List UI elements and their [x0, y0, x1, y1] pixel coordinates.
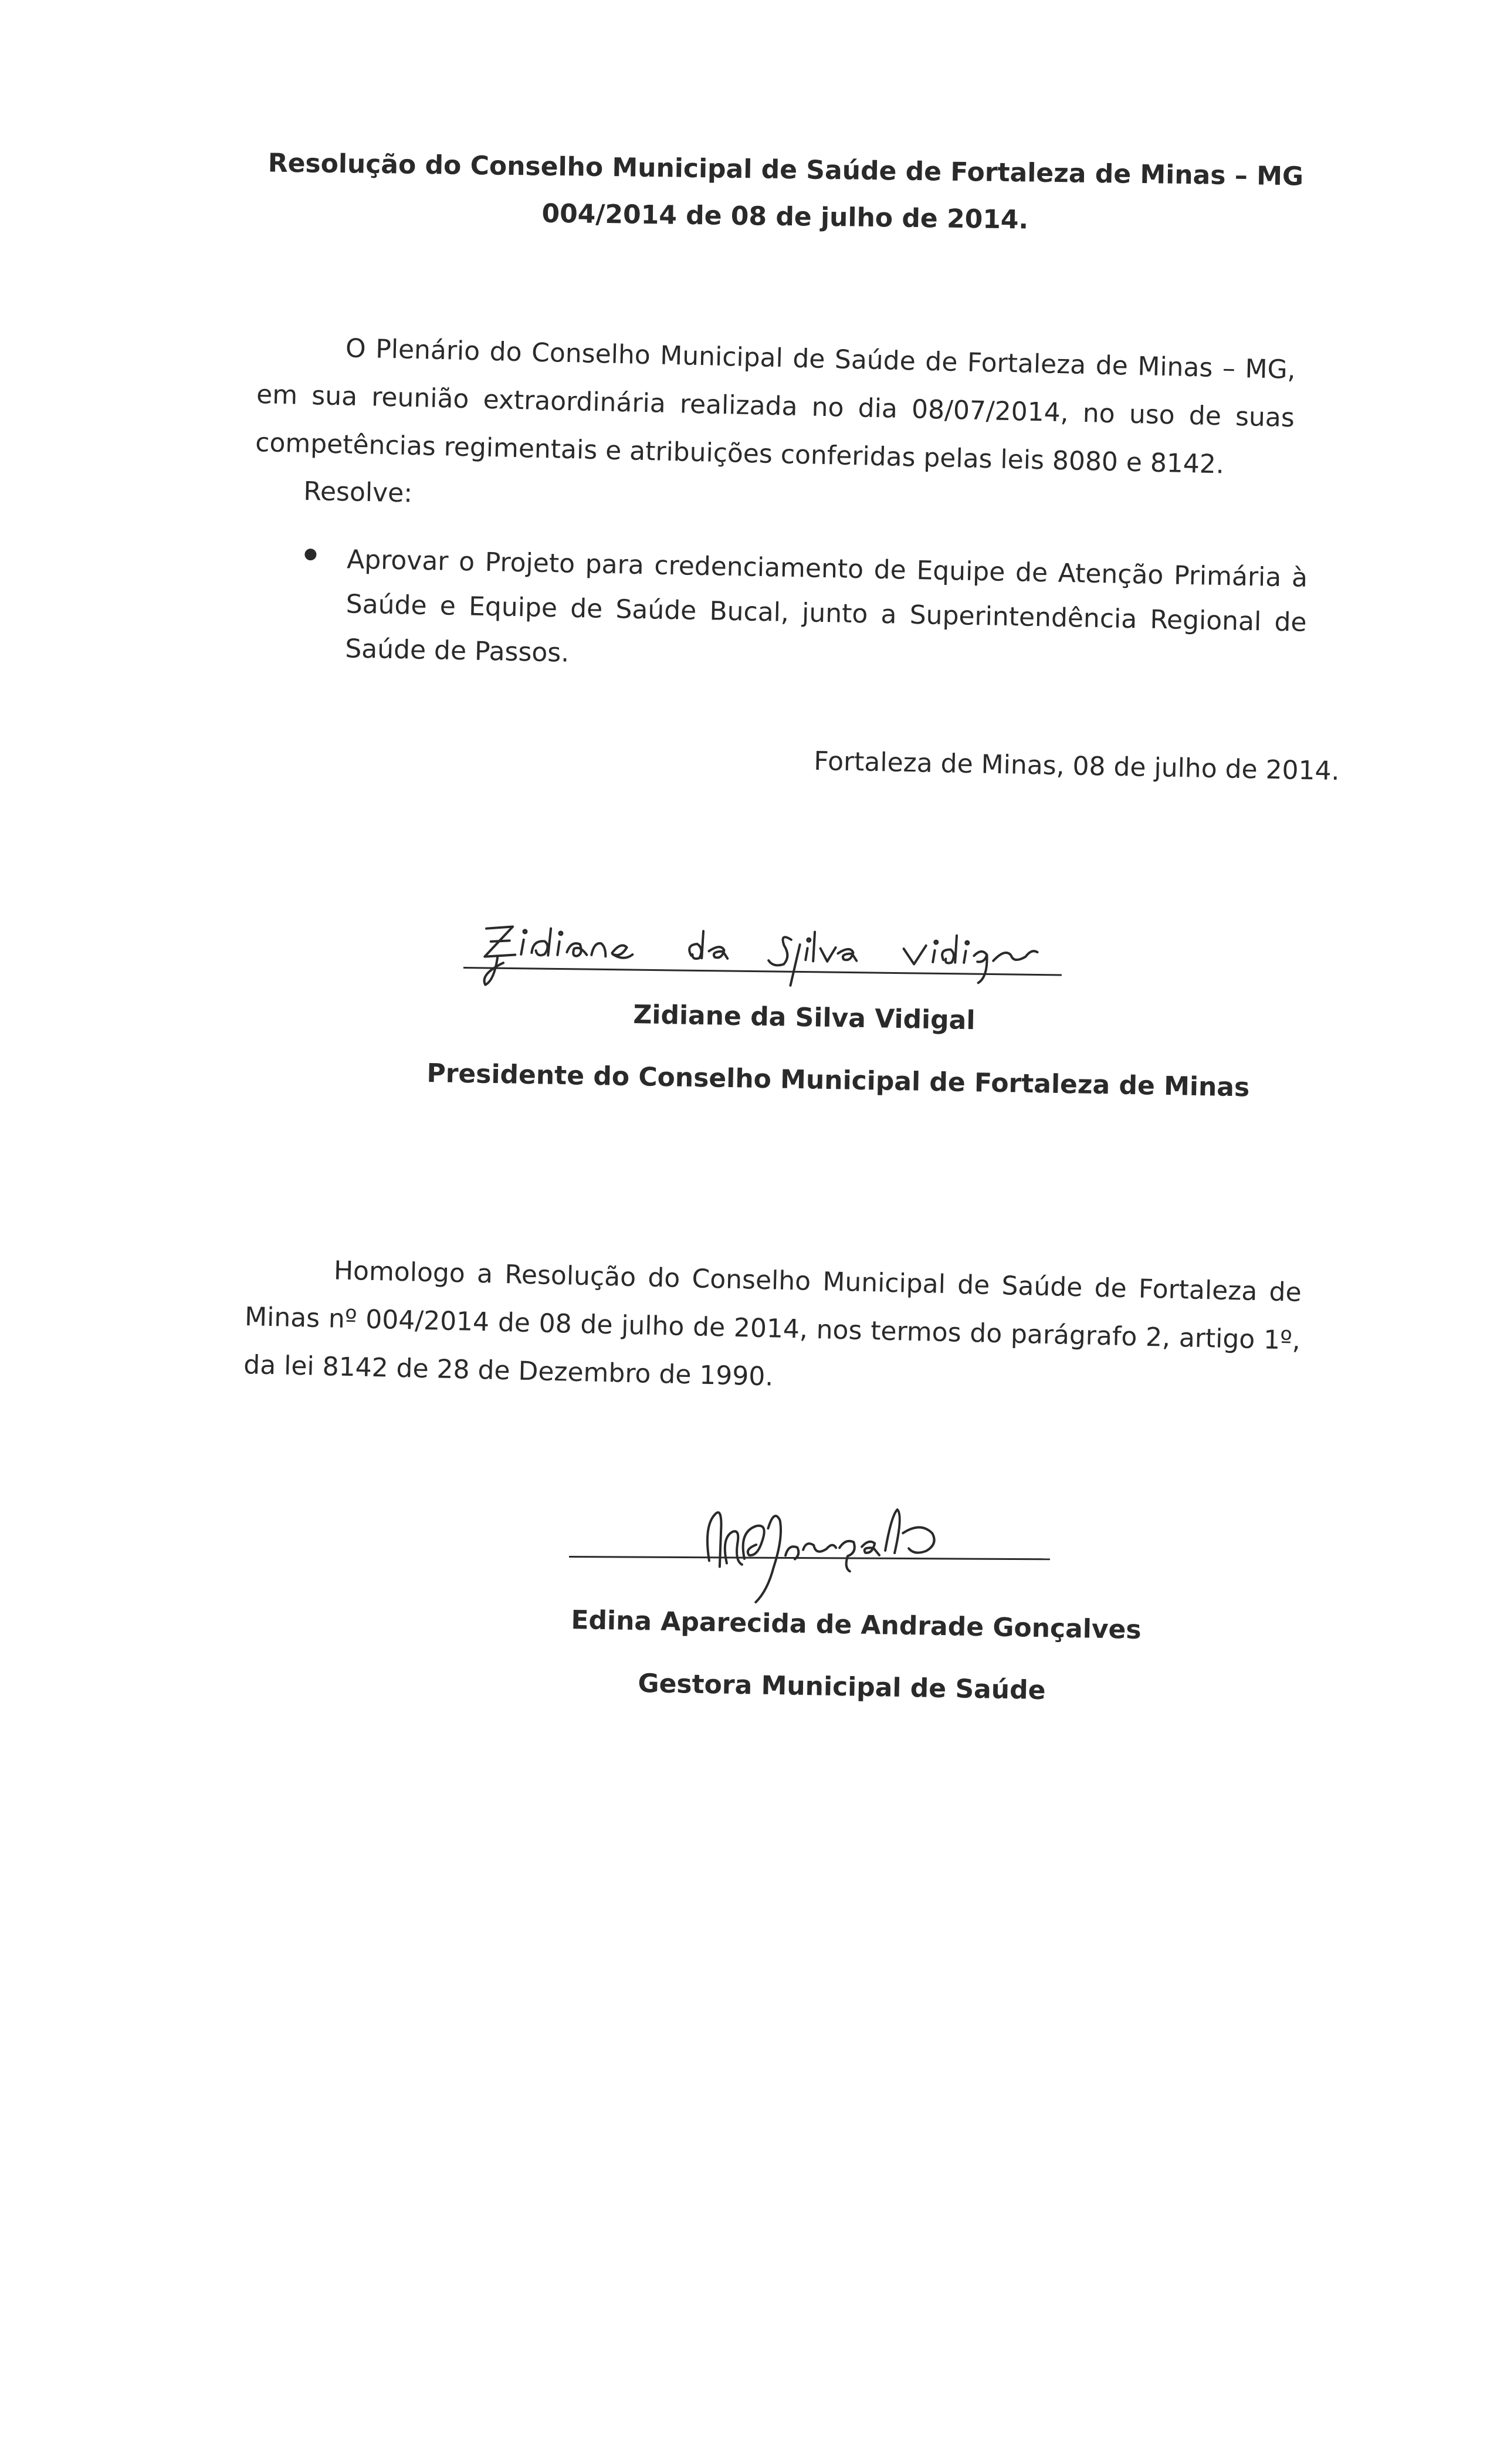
- bullet-icon: [304, 549, 316, 560]
- signatory-1-role: Presidente do Conselho Municipal de Fortaleza de Minas: [426, 1058, 1250, 1103]
- intro-paragraph: O Plenário do Conselho Municipal de Saúde de Fortaleza de Minas – MG, em sua reunião extraordinária realizada no dia 08/07/2014, no uso de suas competências regimentais e atribuições conferidas pelas leis 8080 e 8142.: [255, 333, 1296, 480]
- resolve-label: Resolve:: [303, 476, 413, 509]
- resolution-item: [303, 537, 1308, 690]
- signature-1: [462, 898, 1061, 996]
- document-title: Resolução do Conselho Municipal de Saúde de Fortaleza de Minas – MG 004/2014 de 08 de julho de 2014.: [267, 148, 1304, 235]
- place-date: Fortaleza de Minas, 08 de julho de 2014.: [813, 746, 1340, 787]
- signatory-2-name: Edina Aparecida de Andrade Gonçalves: [571, 1605, 1142, 1645]
- resolution-text: Aprovar o Projeto para credenciamento de Equipe de Atenção Primária à Saúde e Equipe de Saúde Bucal, junto a Superintendência Regional de Saúde de Passos.: [344, 544, 1308, 668]
- signatory-2-role: Gestora Municipal de Saúde: [638, 1668, 1046, 1706]
- signature-2: [685, 1490, 1015, 1610]
- homologation-paragraph: Homologo a Resolução do Conselho Municipal de Saúde de Fortaleza de Minas nº 004/2014 de 08 de julho de 2014, nos termos do parágrafo 2, artigo 1º, da lei 8142 de 28 de Dezembro de 1990.: [243, 1255, 1302, 1392]
- signatory-1-name: Zidiane da Silva Vidigal: [633, 999, 976, 1036]
